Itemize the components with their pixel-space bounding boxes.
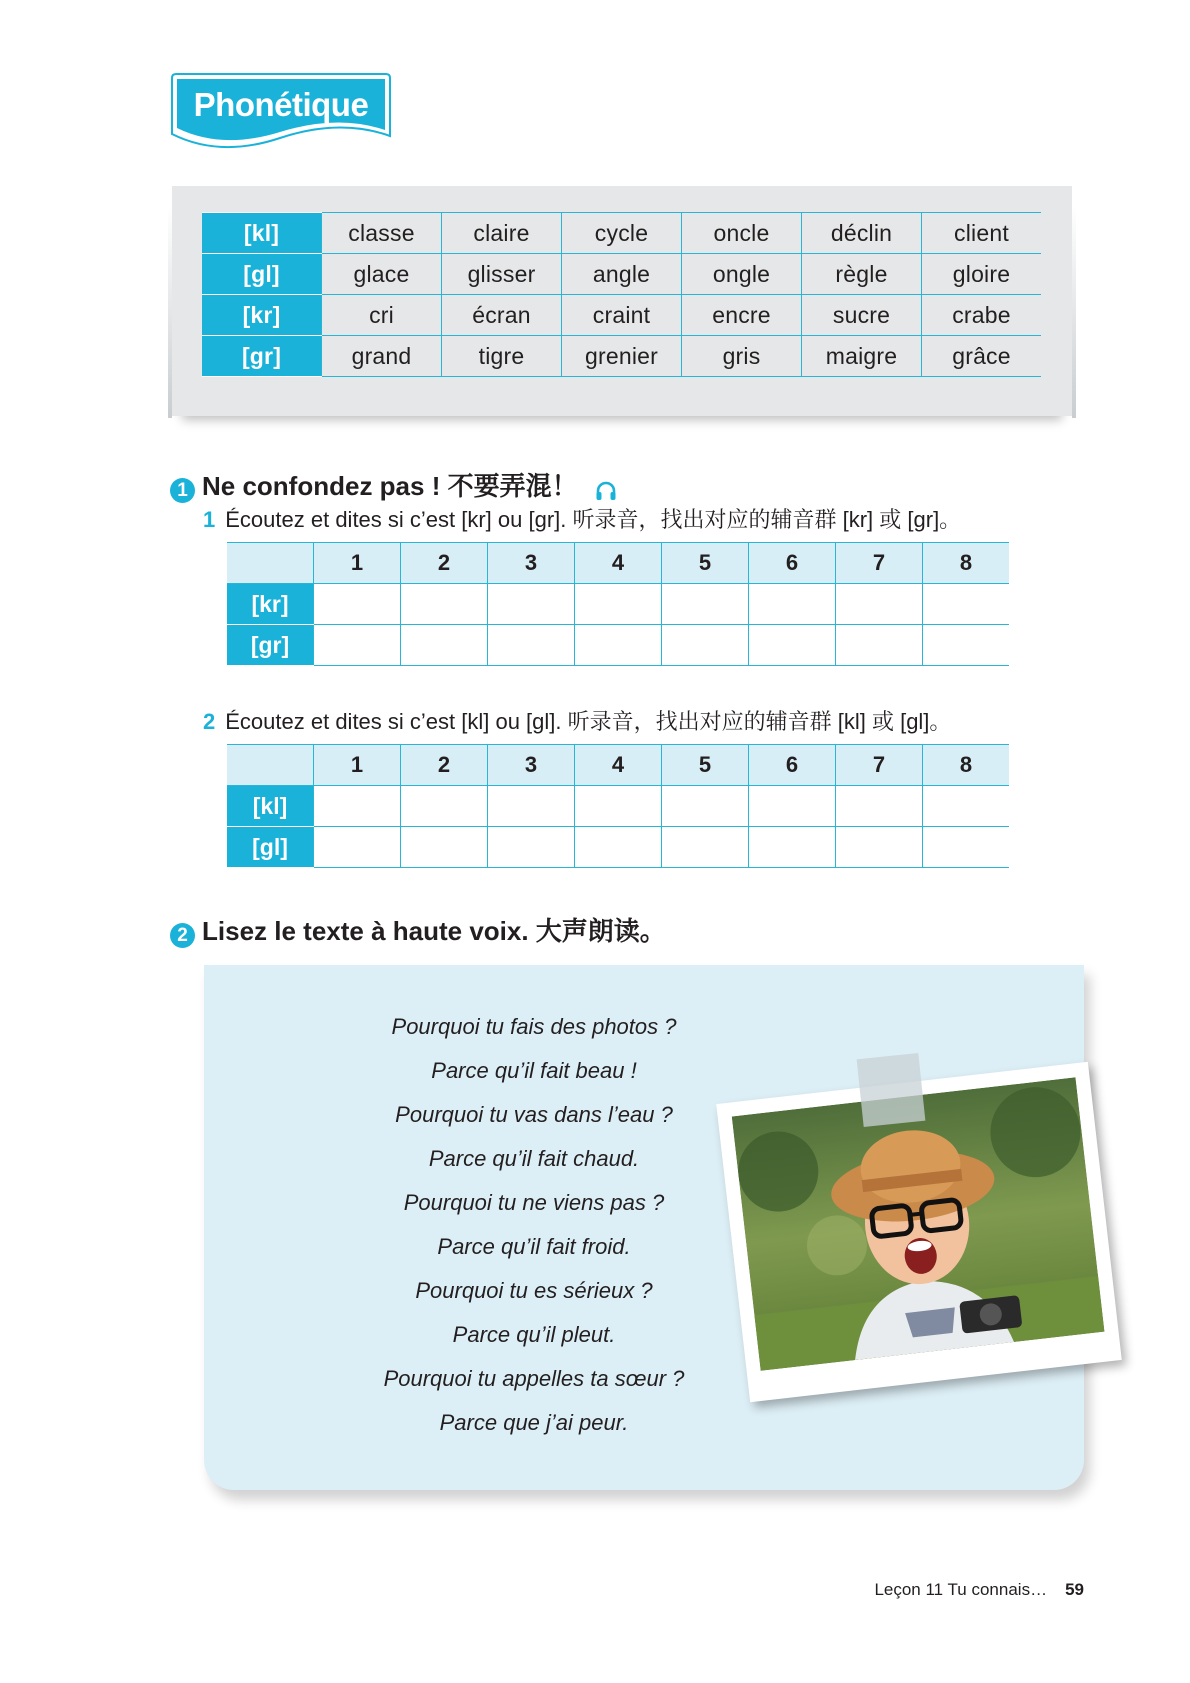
answer-cell[interactable]: [749, 786, 836, 827]
exercise-2-heading: [170, 911, 666, 948]
phonetics-row: [202, 336, 1041, 377]
example-word: glisser: [442, 254, 562, 295]
phoneme-label: [gr]: [202, 336, 322, 377]
grid-column-number: 2: [401, 543, 488, 584]
answer-cell[interactable]: [662, 625, 749, 666]
sub-exercise-number: 1: [203, 507, 216, 532]
sub-exercise-number: 2: [203, 709, 216, 734]
poem-line: Pourquoi tu es sérieux ?: [415, 1278, 653, 1303]
answer-cell[interactable]: [488, 786, 575, 827]
grid-row: [227, 625, 1009, 666]
grid-column-number: 7: [836, 543, 923, 584]
answer-cell[interactable]: [575, 625, 662, 666]
example-word: cri: [322, 295, 442, 336]
exercise-1-part-1-instruction: [203, 503, 961, 534]
grid-column-number: 2: [401, 745, 488, 786]
answer-cell[interactable]: [575, 786, 662, 827]
poem-line: Parce qu’il fait chaud.: [428, 1146, 640, 1171]
answer-cell[interactable]: [836, 625, 923, 666]
example-word: règle: [802, 254, 922, 295]
grid-header-row: [227, 745, 1009, 786]
answer-cell[interactable]: [488, 827, 575, 868]
page-footer: [874, 1580, 1084, 1600]
grid-row: [227, 827, 1009, 868]
poem-line: Pourquoi tu ne viens pas ?: [403, 1190, 665, 1215]
headphones-icon[interactable]: [594, 479, 618, 503]
poem-line: Parce qu’il fait froid.: [437, 1234, 631, 1259]
answer-cell[interactable]: [836, 786, 923, 827]
grid-row-label: [kr]: [227, 584, 314, 625]
example-word: tigre: [442, 336, 562, 377]
answer-grid-kl-gl: [227, 744, 1009, 868]
exercise-1-part-2-instruction: [203, 705, 951, 736]
example-word: classe: [322, 213, 442, 254]
phonetics-panel: [172, 186, 1072, 416]
example-word: glace: [322, 254, 442, 295]
answer-cell[interactable]: [923, 584, 1010, 625]
poem-line: Parce qu’il pleut.: [452, 1322, 616, 1347]
poem-line: Parce que j’ai peur.: [439, 1410, 629, 1435]
answer-cell[interactable]: [836, 827, 923, 868]
grid-row: [227, 786, 1009, 827]
grid-column-number: 1: [314, 543, 401, 584]
lesson-label: Leçon 11 Tu connais…: [874, 1580, 1048, 1599]
example-word: maigre: [802, 336, 922, 377]
grid-row-label: [gl]: [227, 827, 314, 868]
phoneme-label: [kl]: [202, 213, 322, 254]
grid-corner: [227, 745, 314, 786]
example-word: gloire: [922, 254, 1042, 295]
answer-cell[interactable]: [401, 625, 488, 666]
answer-cell[interactable]: [923, 625, 1010, 666]
grid-row-label: [kl]: [227, 786, 314, 827]
example-word: déclin: [802, 213, 922, 254]
example-word: claire: [442, 213, 562, 254]
exercise-1-heading: [170, 466, 618, 503]
example-word: écran: [442, 295, 562, 336]
answer-cell[interactable]: [575, 584, 662, 625]
page-number: 59: [1065, 1580, 1084, 1599]
example-word: crabe: [922, 295, 1042, 336]
answer-cell[interactable]: [662, 584, 749, 625]
example-word: grâce: [922, 336, 1042, 377]
example-word: oncle: [682, 213, 802, 254]
answer-cell[interactable]: [314, 625, 401, 666]
answer-cell[interactable]: [923, 786, 1010, 827]
grid-column-number: 3: [488, 543, 575, 584]
exercise-2-title: Lisez le texte à haute voix. 大声朗读。: [202, 916, 666, 946]
example-word: angle: [562, 254, 682, 295]
grid-column-number: 5: [662, 745, 749, 786]
phonetics-row: [202, 295, 1041, 336]
answer-cell[interactable]: [488, 625, 575, 666]
answer-cell[interactable]: [488, 584, 575, 625]
answer-cell[interactable]: [314, 827, 401, 868]
example-word: grand: [322, 336, 442, 377]
example-word: cycle: [562, 213, 682, 254]
poem-line: Parce qu’il fait beau !: [431, 1058, 637, 1083]
answer-cell[interactable]: [662, 827, 749, 868]
phoneme-label: [kr]: [202, 295, 322, 336]
page-title: Phonétique: [193, 86, 369, 123]
example-word: ongle: [682, 254, 802, 295]
grid-row: [227, 584, 1009, 625]
grid-corner: [227, 543, 314, 584]
grid-column-number: 6: [749, 745, 836, 786]
example-word: client: [922, 213, 1042, 254]
answer-cell[interactable]: [749, 625, 836, 666]
answer-cell[interactable]: [749, 827, 836, 868]
exercise-1-title: Ne confondez pas ! 不要弄混！: [202, 471, 578, 501]
grid-column-number: 7: [836, 745, 923, 786]
instruction-text: Écoutez et dites si c’est [kl] ou [gl]. 听录音，找出对应的辅音群 [kl] 或 [gl]。: [225, 709, 952, 734]
grid-column-number: 3: [488, 745, 575, 786]
grid-column-number: 4: [575, 543, 662, 584]
answer-grid-kr-gr: [227, 542, 1009, 666]
grid-column-number: 5: [662, 543, 749, 584]
phonetics-table: [202, 212, 1041, 377]
answer-cell[interactable]: [401, 584, 488, 625]
answer-cell[interactable]: [401, 827, 488, 868]
example-word: grenier: [562, 336, 682, 377]
grid-row-label: [gr]: [227, 625, 314, 666]
answer-cell[interactable]: [314, 786, 401, 827]
answer-cell[interactable]: [836, 584, 923, 625]
exercise-number-badge: 2: [170, 923, 195, 948]
answer-cell[interactable]: [749, 584, 836, 625]
poem-line: Pourquoi tu appelles ta sœur ?: [383, 1366, 685, 1391]
phonetics-row: [202, 213, 1041, 254]
grid-column-number: 6: [749, 543, 836, 584]
poem-line: Pourquoi tu vas dans l’eau ?: [395, 1102, 673, 1127]
section-title-tab: [170, 72, 392, 152]
poem-line: Pourquoi tu fais des photos ?: [391, 1014, 677, 1039]
example-word: gris: [682, 336, 802, 377]
grid-header-row: [227, 543, 1009, 584]
example-word: craint: [562, 295, 682, 336]
exercise-number-badge: 1: [170, 478, 195, 503]
grid-column-number: 8: [923, 745, 1010, 786]
grid-column-number: 1: [314, 745, 401, 786]
answer-cell[interactable]: [923, 827, 1010, 868]
tape-decoration: [857, 1053, 926, 1127]
phoneme-label: [gl]: [202, 254, 322, 295]
grid-column-number: 4: [575, 745, 662, 786]
answer-cell[interactable]: [662, 786, 749, 827]
phonetics-row: [202, 254, 1041, 295]
answer-cell[interactable]: [401, 786, 488, 827]
example-word: sucre: [802, 295, 922, 336]
answer-cell[interactable]: [314, 584, 401, 625]
answer-cell[interactable]: [575, 827, 662, 868]
grid-column-number: 8: [923, 543, 1010, 584]
instruction-text: Écoutez et dites si c’est [kr] ou [gr]. 听录音，找出对应的辅音群 [kr] 或 [gr]。: [225, 507, 962, 532]
example-word: encre: [682, 295, 802, 336]
